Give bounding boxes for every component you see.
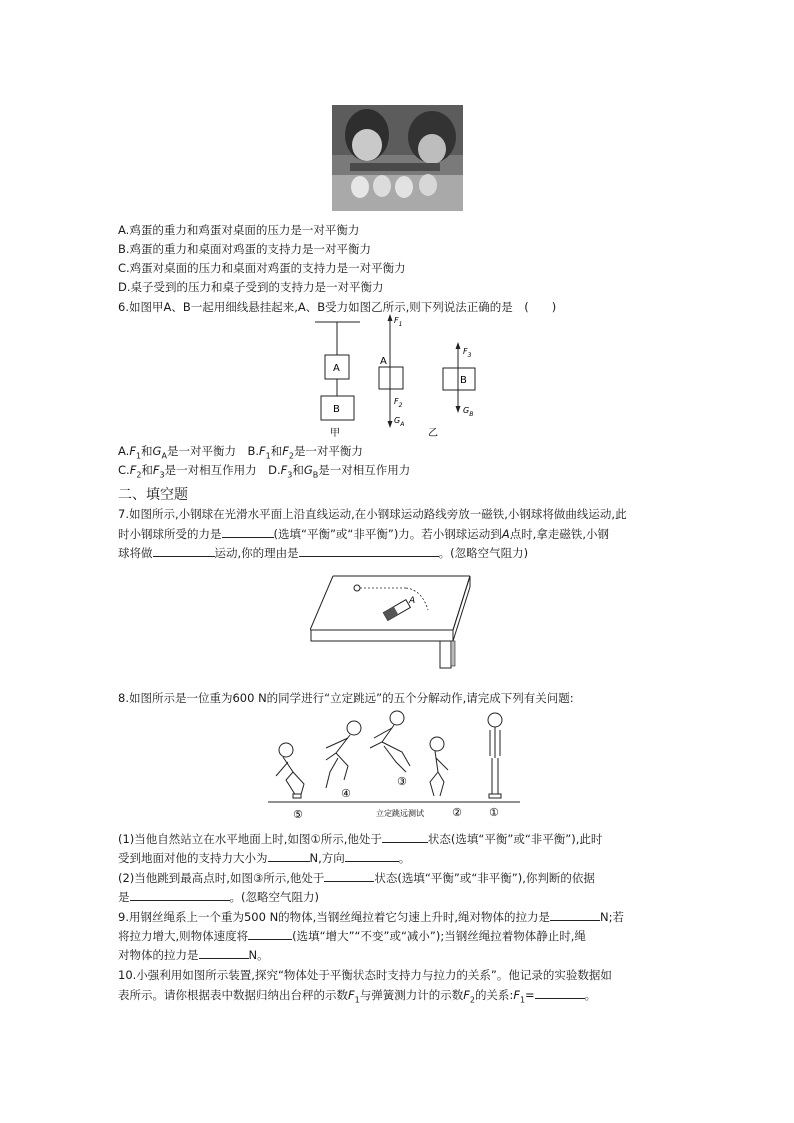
q5-option-d: D.桌子受到的压力和桌子受到的支持力是一对平衡力: [118, 280, 384, 294]
q8-blank-3[interactable]: [345, 849, 399, 862]
q8-p2-line1: (2)当他跳到最高点时,如图③所示,他处于 状态(选填“平衡”或“非平衡”),你判断的依据: [118, 871, 595, 885]
block-a-label: A: [333, 363, 340, 374]
fig-num-5: ⑤: [293, 808, 303, 821]
q6-figure: [310, 312, 500, 440]
ga-sub: A: [400, 421, 405, 428]
q8-stem: 8.如图所示是一位重为600 N的同学进行“立定跳远”的五个分解动作,请完成下列有关问题:: [118, 691, 574, 705]
svg-text:GA: [394, 416, 404, 428]
q8-blank-2[interactable]: [268, 849, 310, 862]
q8-blank-1[interactable]: [382, 830, 428, 843]
yi-block-a-label: A: [380, 356, 387, 367]
q7-blank-3[interactable]: [299, 544, 439, 557]
q7-blank-2[interactable]: [153, 544, 215, 557]
jumper-1: [488, 713, 502, 798]
q10-line2: 表所示。请你根据表中数据归纳出台秤的示数$F_1$与弹簧测力计的示数$F_2$的关系$:F_1=$ 。: [118, 988, 597, 1005]
ga-label: G: [394, 416, 401, 425]
jia-label: 甲: [330, 428, 340, 439]
yi-label: 乙: [428, 428, 438, 439]
q9-blank-2[interactable]: [248, 927, 292, 940]
f1-label: F: [394, 316, 399, 325]
jumper-2: [430, 737, 448, 796]
q7-blank-1[interactable]: [222, 525, 274, 538]
f3-label: F: [463, 347, 468, 356]
svg-text:F2: [394, 397, 403, 409]
f3-sub: 3: [467, 352, 472, 359]
yi-block-b-label: B: [460, 375, 467, 386]
eggs-photo: [332, 105, 463, 211]
block-b-label: B: [333, 404, 340, 415]
jumper-5: [276, 743, 304, 798]
f1-sub: 1: [398, 321, 403, 328]
q6-stem: 6.如图甲A、B一起用细线悬挂起来,A、B受力如图乙所示,则下列说法正确的是 ( ): [118, 300, 557, 314]
q9-blank-1[interactable]: [550, 908, 600, 921]
q8-p1-line2: 受到地面对他的支持力大小为 N,方向 。: [118, 851, 411, 865]
q8-blank-4[interactable]: [324, 869, 374, 882]
jumper-3: [370, 711, 410, 772]
q5-option-b: B.鸡蛋的重力和桌面对鸡蛋的支持力是一对平衡力: [118, 242, 372, 256]
q8-blank-5[interactable]: [130, 888, 230, 901]
q5-option-a: A.鸡蛋的重力和鸡蛋对桌面的压力是一对平衡力: [118, 223, 360, 237]
q7-line2: 时小钢球所受的力是 (选填“平衡”或“非平衡”)力。若小钢球运动到A点时,拿走磁铁,小钢: [118, 527, 609, 541]
q8-p2-line2: 是 。(忽略空气阻力): [118, 890, 319, 904]
q8-figure: [266, 708, 522, 824]
q10-line1: 10.小强利用如图所示装置,探究“物体处于平衡状态时支持力与拉力的关系”。他记录的实验数据如: [118, 968, 612, 982]
q5-option-c: C.鸡蛋对桌面的压力和桌面对鸡蛋的支持力是一对平衡力: [118, 261, 406, 275]
svg-text:F3: [463, 347, 472, 359]
section-title: 二、填空题: [118, 487, 188, 503]
jumper-4: [326, 721, 361, 788]
svg-text:GB: [463, 406, 473, 418]
q9-line2: 将拉力增大,则物体速度将 (选填“增大”“不变”或“减小”);当钢丝绳拉着物体静止时,绳: [118, 929, 586, 943]
fig-num-4: ④: [341, 787, 351, 800]
f2-label: F: [394, 397, 399, 406]
q10-blank-1[interactable]: [535, 986, 585, 999]
q7-line3: 球将做 运动,你的理由是 。(忽略空气阻力): [118, 546, 529, 560]
fig-num-3: ③: [397, 775, 407, 788]
gb-sub: B: [469, 411, 474, 418]
point-a-label: A: [409, 596, 416, 606]
q6-options-cd: $C.F_2$和$F_3$是一对相互作用力 $D.F_3$和$G_B$是一对相互作用力: [118, 463, 411, 480]
fig-caption: 立定跳远测试: [376, 809, 424, 818]
q7-figure: [310, 570, 482, 670]
q9-blank-3[interactable]: [199, 946, 249, 959]
gb-label: G: [463, 406, 470, 415]
svg-text:F1: [394, 316, 402, 328]
q7-line1: 7.如图所示,小钢球在光滑水平面上沿直线运动,在小钢球运动路线旁放一磁铁,小钢球将做曲线运动,此: [118, 507, 627, 521]
f2-sub: 2: [398, 402, 403, 409]
q9-line1: 9.用钢丝绳系上一个重为500 N的物体,当钢丝绳拉着它匀速上升时,绳对物体的拉力是 N;若: [118, 910, 624, 924]
q8-p1-line1: (1)当他自然站立在水平地面上时,如图①所示,他处于 状态(选填“平衡”或“非平衡”),此时: [118, 832, 603, 846]
q9-line3: 对物体的拉力是 N。: [118, 948, 269, 962]
fig-num-2: ②: [452, 806, 462, 819]
fig-num-1: ①: [489, 806, 499, 819]
q6-options-ab: $A.F_1$和$G_A$是一对平衡力 $B.F_1$和$F_2$是一对平衡力: [118, 444, 363, 461]
